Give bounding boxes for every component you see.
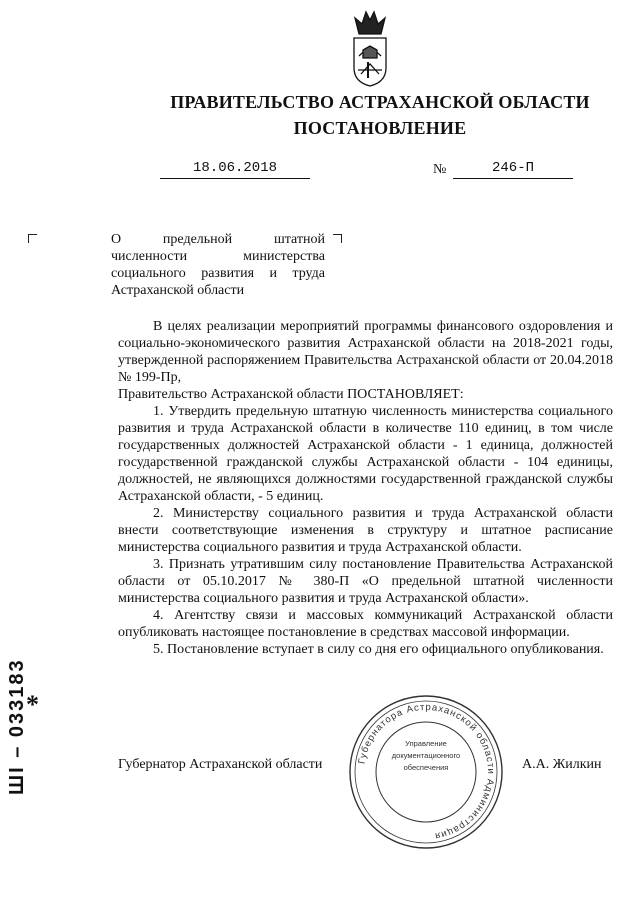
subject-line: О предельной штатной bbox=[111, 232, 325, 247]
signatory-position: Губернатор Астраханской области bbox=[118, 757, 323, 772]
subject-corner-mark-right bbox=[333, 234, 342, 243]
document-type: ПОСТАНОВЛЕНИЕ bbox=[293, 118, 467, 138]
subject-line: Астраханской области bbox=[111, 283, 245, 298]
stamp-inner-line: Управление bbox=[405, 739, 447, 748]
clause-4: 4. Агентству связи и массовых коммуникаций Астраханской области опубликовать настоящее постановление в средствах массовой информации. bbox=[118, 608, 613, 640]
serial-star-mark: * bbox=[26, 690, 39, 719]
government-title: ПРАВИТЕЛЬСТВО АСТРАХАНСКОЙ ОБЛАСТИ bbox=[170, 92, 590, 112]
form-serial-number: ШI – 033183 bbox=[6, 658, 28, 795]
coat-of-arms-emblem bbox=[349, 4, 391, 88]
signatory-name: А.А. Жилкин bbox=[522, 757, 602, 772]
clause-5: 5. Постановление вступает в силу со дня его официального опубликования. bbox=[153, 642, 604, 657]
resolution-statement: Правительство Астраханской области ПОСТАНОВЛЯЕТ: bbox=[118, 387, 464, 402]
stamp-inner-text bbox=[387, 738, 465, 774]
preamble-paragraph: В целях реализации мероприятий программы финансового оздоровления и социально-экономического развития Астраханской области на 2018-2021 годы, утвержденной распоряжением Правительства Астраханской области от 20.04.2018 № 199-Пр, bbox=[118, 319, 613, 385]
stamp-inner-line: документационного bbox=[391, 751, 461, 760]
clause-3: 3. Признать утратившим силу постановление Правительства Астраханской области от 05.10.2017 № 380-П «О предельной штатной численности министерства социального развития и труда Астраханской области». bbox=[118, 557, 613, 606]
document-number: 246-П bbox=[453, 160, 573, 179]
document-subject bbox=[111, 231, 325, 299]
subject-line: численности министерства bbox=[111, 249, 325, 264]
stamp-ring-text: Губернатора Астраханской области Администрация bbox=[356, 701, 497, 842]
clause-2: 2. Министерству социального развития и труда Астраханской области внести соответствующие изменения в структуру и штатное расписание министерства социального развития и труда Астраханской области. bbox=[118, 506, 613, 555]
stamp-inner-line: обеспечения bbox=[403, 763, 449, 772]
subject-corner-mark-left bbox=[28, 234, 37, 243]
document-date: 18.06.2018 bbox=[160, 160, 310, 179]
number-sign: № bbox=[433, 162, 447, 177]
subject-line: социального развития и труда bbox=[111, 266, 325, 281]
document-body bbox=[118, 318, 613, 658]
clause-1: 1. Утвердить предельную штатную численность министерства социального развития и труда Астраханской области в количестве 110 единиц, в том числе государственных должностей Астраханской области - 1 единица, должностей государственной гражданской службы Астраханской области - 104 единицы, должностей, не являющихся должностями государственной гражданской службы Астраханской области, - 5 единиц. bbox=[118, 404, 613, 504]
